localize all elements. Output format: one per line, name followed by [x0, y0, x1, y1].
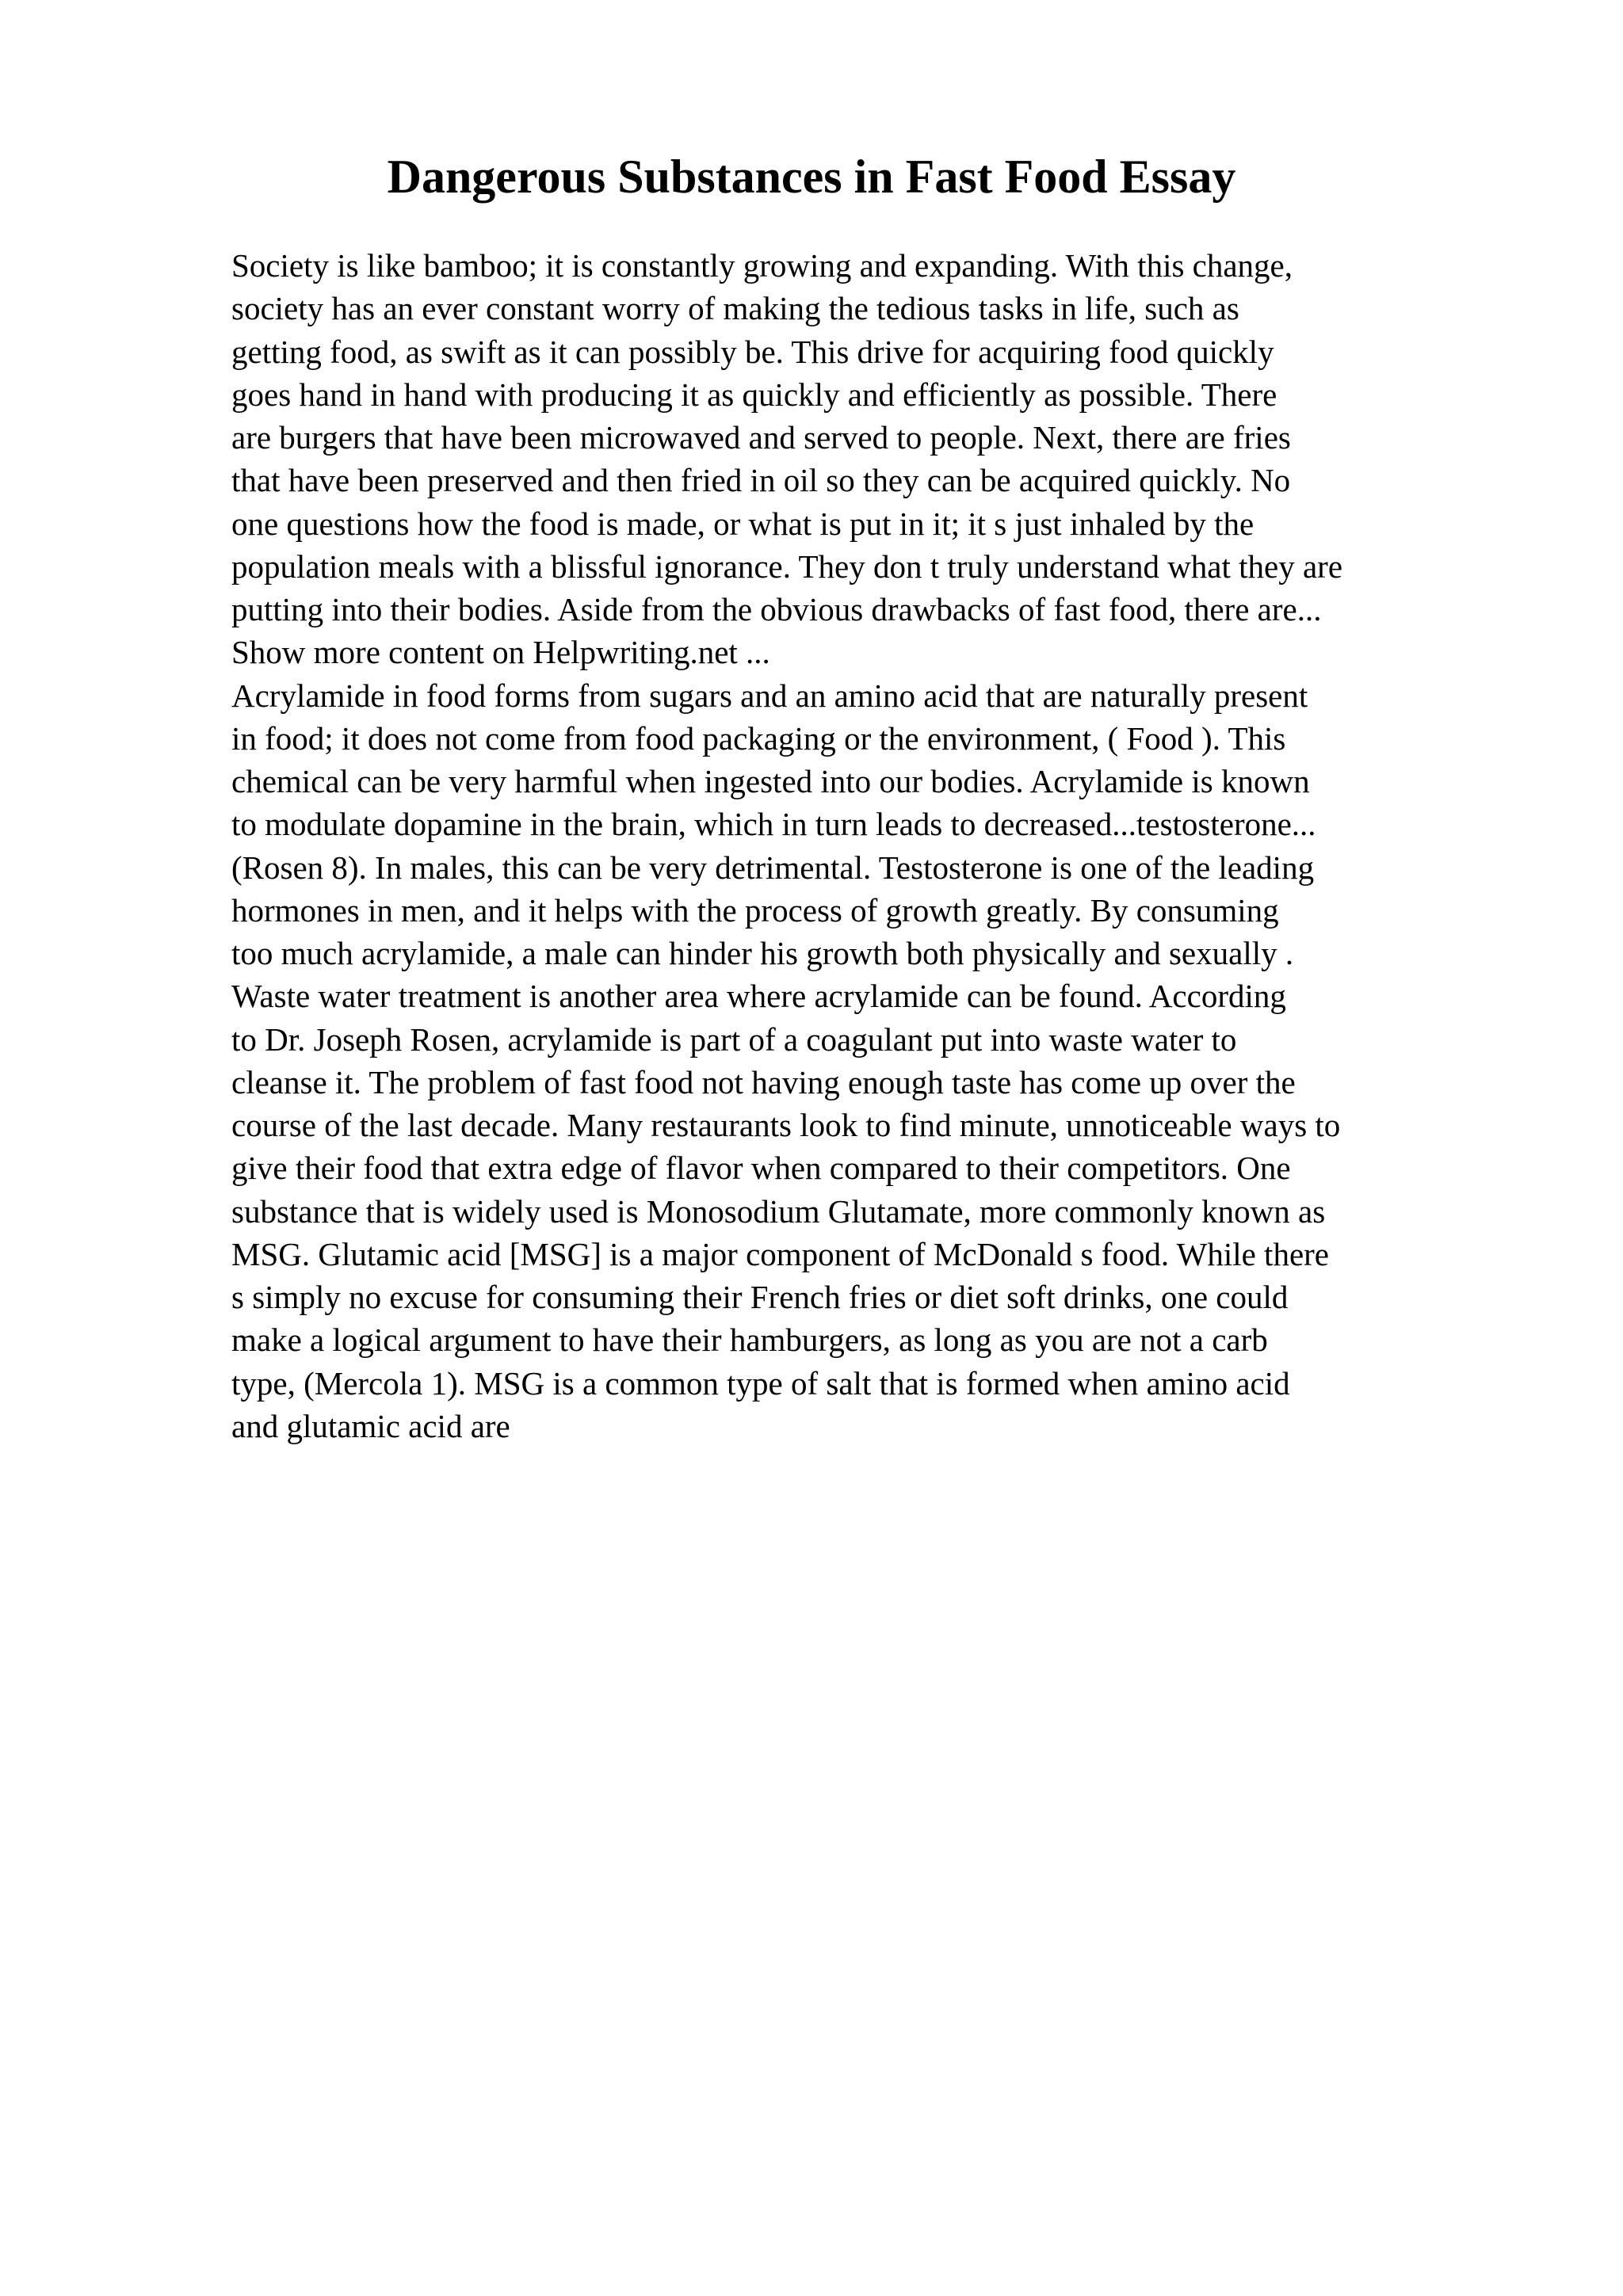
body-line: one questions how the food is made, or what is put in it; it s just inhaled by the [231, 505, 1254, 542]
body-line: goes hand in hand with producing it as quickly and efficiently as possible. There [231, 376, 1277, 413]
body-line: to modulate dopamine in the brain, which in turn leads to decreased...testosterone... [231, 806, 1316, 843]
body-line: cleanse it. The problem of fast food not having enough taste has come up over the [231, 1063, 1296, 1100]
body-line: too much acrylamide, a male can hinder his growth both physically and sexually . [231, 935, 1294, 971]
essay-body [231, 244, 1579, 1447]
body-line: to Dr. Joseph Rosen, acrylamide is part of a coagulant put into waste water to [231, 1020, 1237, 1058]
body-line: population meals with a blissful ignorance. They don t truly understand what they are [231, 547, 1343, 585]
body-line: in food; it does not come from food packaging or the environment, ( Food ). This [231, 719, 1286, 757]
body-line: Society is like bamboo; it is constantly growing and expanding. With this change, [231, 247, 1293, 284]
body-line: that have been preserved and then fried in oil so they can be acquired quickly. No [231, 462, 1291, 499]
body-line: s simply no excuse for consuming their French fries or diet soft drinks, one could [231, 1279, 1289, 1315]
document-title: Dangerous Substances in Fast Food Essay [387, 151, 1236, 203]
body-line: make a logical argument to have their hamburgers, as long as you are not a carb [231, 1322, 1268, 1359]
show-more-line: Show more content on Helpwriting.net ... [231, 634, 770, 671]
body-line: getting food, as swift as it can possibly be. This drive for acquiring food quickly [231, 333, 1274, 370]
body-line: are burgers that have been microwaved and served to people. Next, there are fries [231, 419, 1291, 456]
body-line: substance that is widely used is Monosodium Glutamate, more commonly known as [231, 1192, 1326, 1230]
body-line: and glutamic acid are [231, 1407, 510, 1444]
body-line: type, (Mercola 1). MSG is a common type of salt that is formed when amino acid [231, 1364, 1290, 1402]
body-line: putting into their bodies. Aside from the obvious drawbacks of fast food, there are... [231, 591, 1322, 627]
body-line: give their food that extra edge of flavor when compared to their competitors. One [231, 1150, 1291, 1187]
body-line: MSG. Glutamic acid [MSG] is a major component of McDonald s food. While there [231, 1235, 1329, 1272]
body-line: Waste water treatment is another area where acrylamide can be found. According [231, 978, 1286, 1015]
body-line: Acrylamide in food forms from sugars and an amino acid that are naturally present [231, 677, 1308, 714]
body-line: chemical can be very harmful when ingested into our bodies. Acrylamide is known [231, 763, 1310, 799]
body-line: (Rosen 8). In males, this can be very detrimental. Testosterone is one of the leading [231, 849, 1315, 886]
body-line: society has an ever constant worry of making the tedious tasks in life, such as [231, 290, 1239, 327]
body-line: hormones in men, and it helps with the process of growth greatly. By consuming [231, 891, 1279, 929]
body-line: course of the last decade. Many restaurants look to find minute, unnoticeable ways to [231, 1107, 1341, 1143]
